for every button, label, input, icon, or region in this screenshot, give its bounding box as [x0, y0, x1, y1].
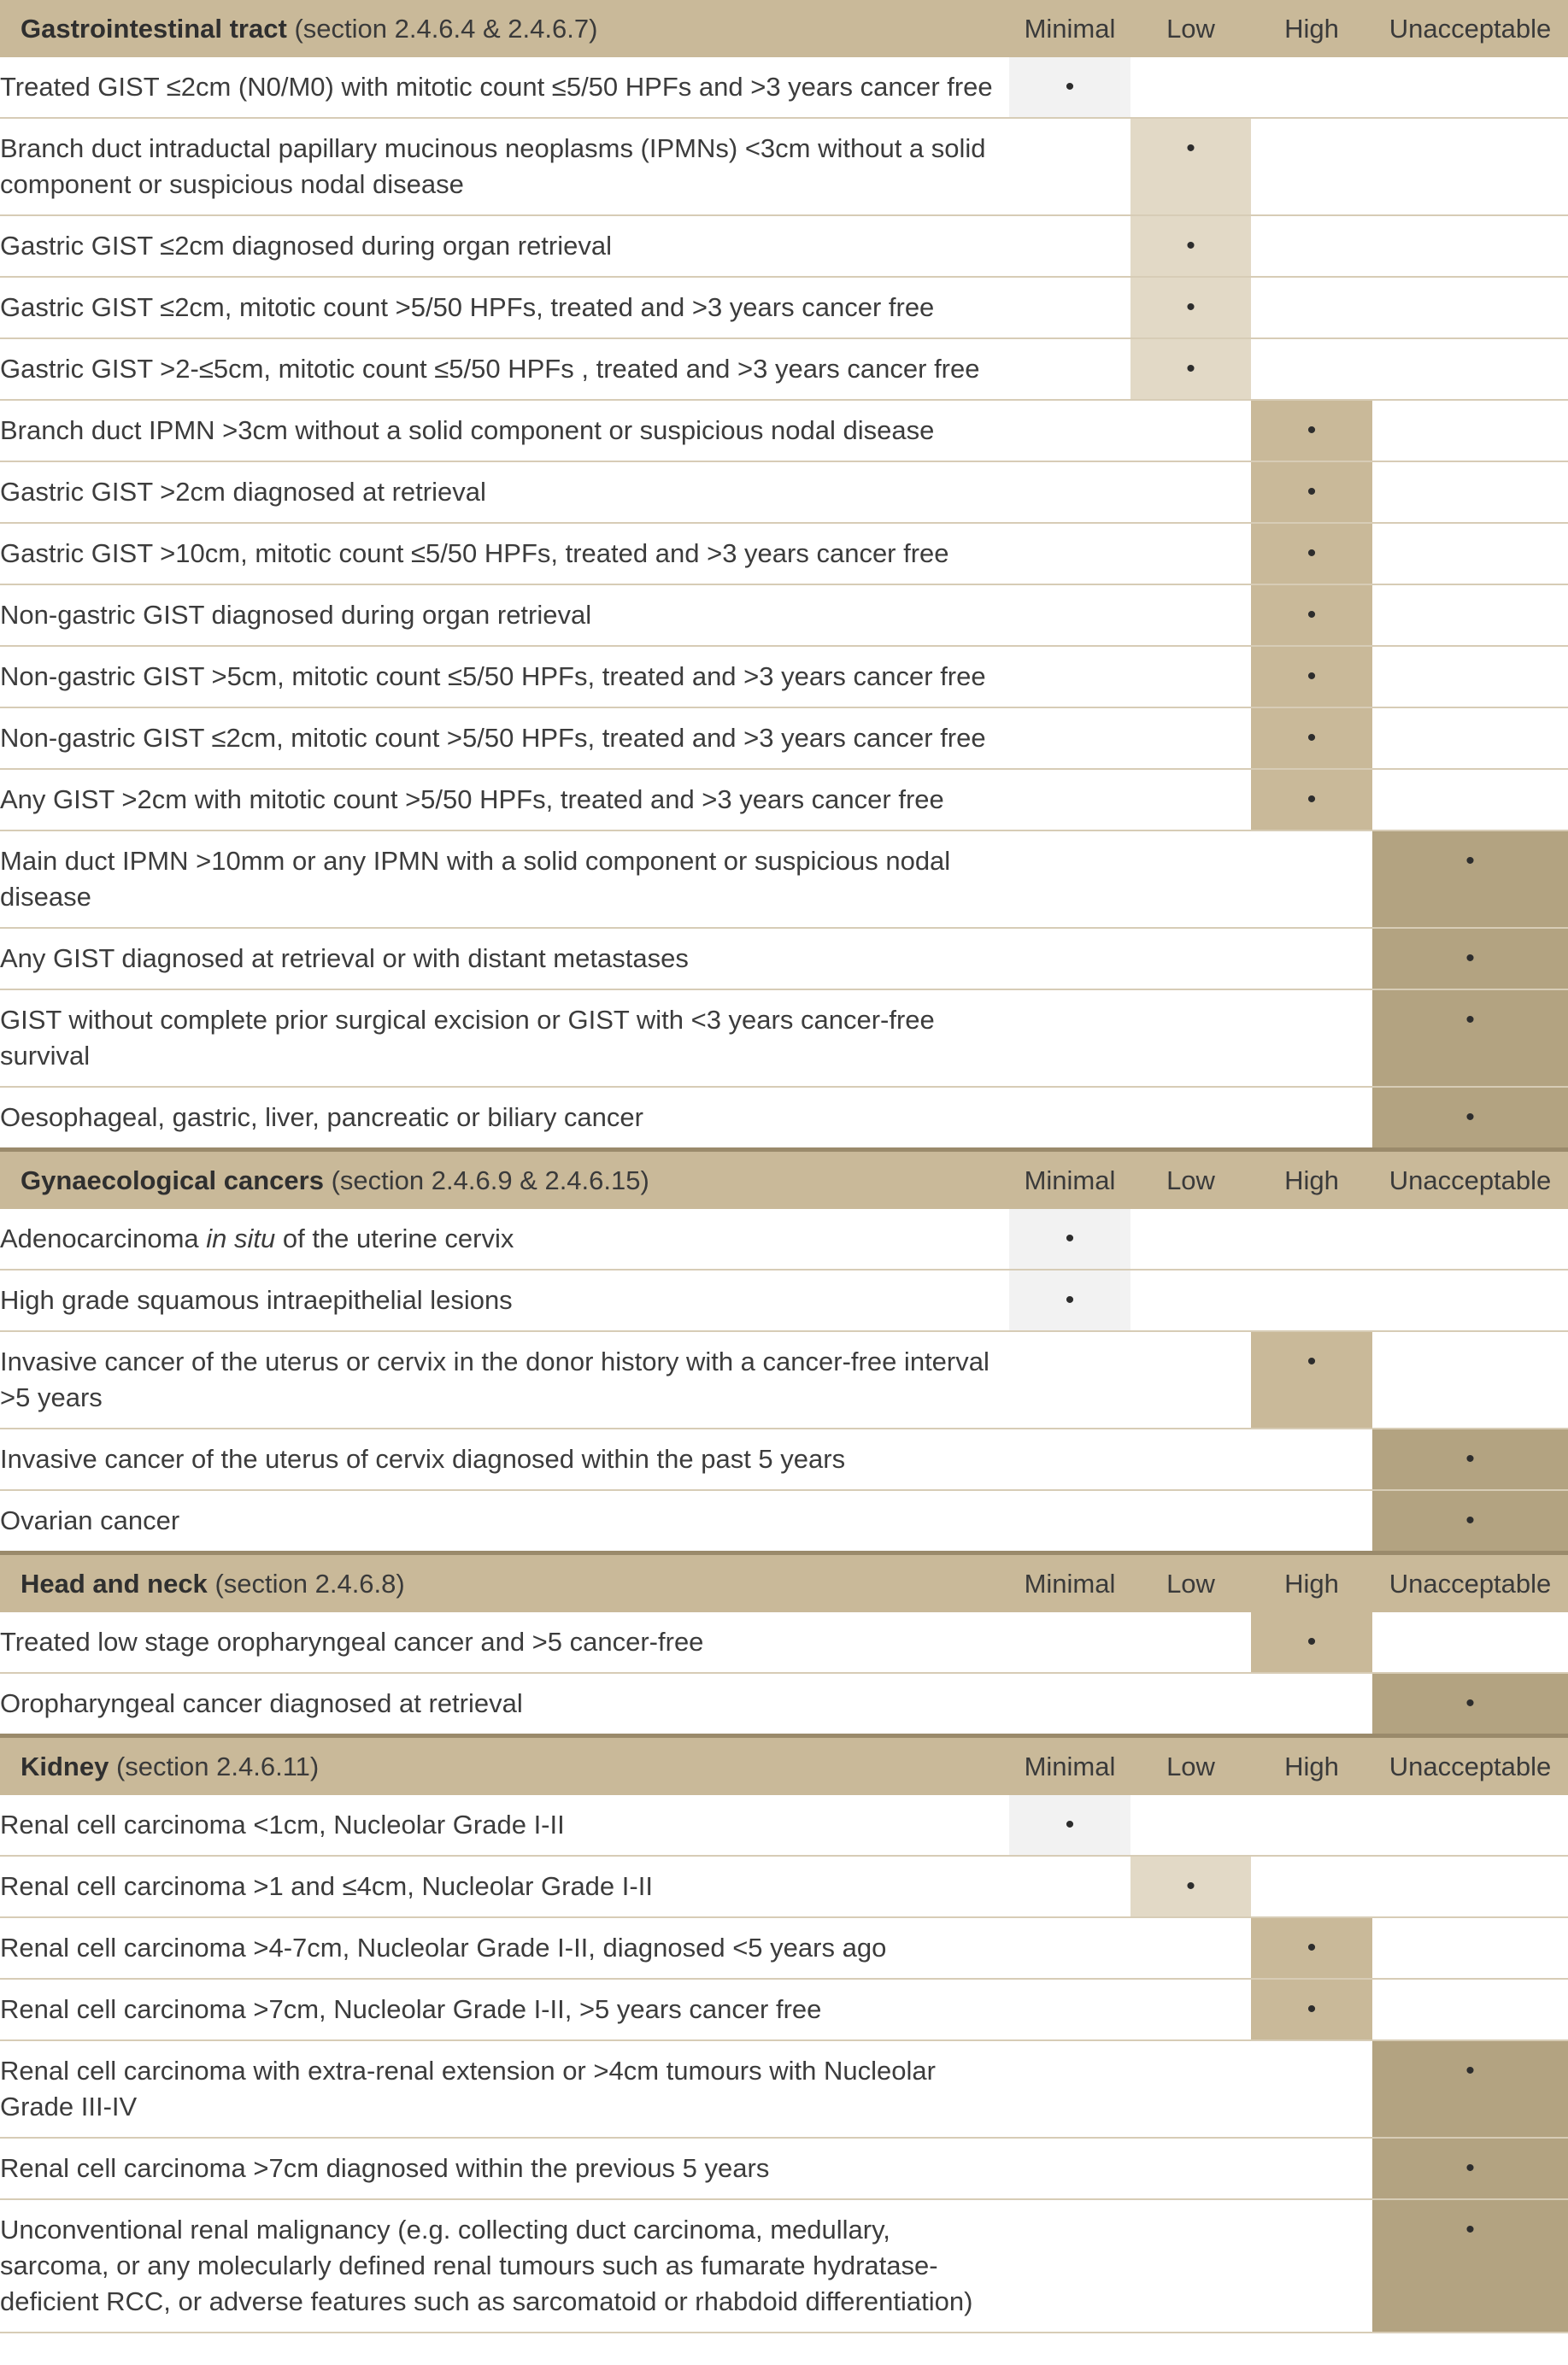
section-title-cell — [0, 0, 1009, 57]
section-title: Gastrointestinal tract — [21, 13, 287, 44]
risk-marker: • — [1465, 1445, 1475, 1473]
risk-marker: • — [1307, 1934, 1317, 1962]
empty-cell — [1372, 215, 1568, 277]
empty-cell — [1372, 277, 1568, 338]
section-reference: (section 2.4.6.4 & 2.4.6.7) — [294, 13, 598, 44]
empty-cell — [1130, 1490, 1251, 1553]
empty-cell — [1130, 1087, 1251, 1150]
risk-marker: • — [1465, 2057, 1475, 2085]
table-row — [0, 461, 1568, 523]
table-row — [0, 707, 1568, 769]
section-header-head-and-neck — [0, 1553, 1568, 1613]
description-text: Invasive cancer of the uterus of cervix diagnosed within the past 5 years — [0, 1444, 846, 1474]
empty-cell — [1009, 118, 1130, 215]
risk-cell-high — [1251, 400, 1372, 461]
description-text: Non-gastric GIST ≤2cm, mitotic count >5/50 HPFs, treated and >3 years cancer free — [0, 723, 986, 753]
table-row — [0, 928, 1568, 989]
description-text: Renal cell carcinoma with extra-renal extension or >4cm tumours with Nucleolar Grade III-IV — [0, 2056, 936, 2121]
empty-cell — [1372, 1856, 1568, 1917]
section-title: Gynaecological cancers — [21, 1165, 324, 1195]
description-text: Oesophageal, gastric, liver, pancreatic or biliary cancer — [0, 1102, 643, 1132]
row-description — [0, 1856, 1009, 1917]
empty-cell — [1009, 928, 1130, 989]
risk-marker: • — [1186, 355, 1195, 383]
level-header-minimal: Minimal — [1009, 1150, 1130, 1210]
row-description — [0, 584, 1009, 646]
level-header-minimal: Minimal — [1009, 1736, 1130, 1796]
table-row — [0, 1917, 1568, 1979]
table-row — [0, 277, 1568, 338]
risk-cell-unacceptable — [1372, 1087, 1568, 1150]
empty-cell — [1130, 2199, 1251, 2333]
empty-cell — [1009, 1917, 1130, 1979]
risk-marker: • — [1186, 1872, 1195, 1900]
description-text: Oropharyngeal cancer diagnosed at retrieval — [0, 1688, 523, 1718]
empty-cell — [1009, 1673, 1130, 1736]
empty-cell — [1009, 2199, 1130, 2333]
section-reference: (section 2.4.6.8) — [214, 1568, 405, 1599]
empty-cell — [1251, 1795, 1372, 1856]
risk-cell-high — [1251, 1979, 1372, 2040]
empty-cell — [1372, 1795, 1568, 1856]
risk-marker: • — [1307, 478, 1317, 506]
risk-cell-low — [1130, 215, 1251, 277]
section-header-kidney — [0, 1736, 1568, 1796]
empty-cell — [1009, 338, 1130, 400]
risk-cell-unacceptable — [1372, 989, 1568, 1087]
row-description — [0, 2199, 1009, 2333]
section-title-cell — [0, 1736, 1009, 1796]
description-text: Gastric GIST ≤2cm, mitotic count >5/50 HPFs, treated and >3 years cancer free — [0, 292, 935, 322]
empty-cell — [1130, 1209, 1251, 1270]
risk-cell-high — [1251, 461, 1372, 523]
section-title-cell — [0, 1150, 1009, 1210]
empty-cell — [1130, 1979, 1251, 2040]
row-description — [0, 1490, 1009, 1553]
empty-cell — [1251, 928, 1372, 989]
risk-marker: • — [1465, 944, 1475, 972]
risk-cell-high — [1251, 523, 1372, 584]
risk-marker: • — [1465, 2154, 1475, 2182]
row-description — [0, 57, 1009, 118]
risk-marker: • — [1307, 1995, 1317, 2023]
risk-cell-high — [1251, 707, 1372, 769]
description-text: Gastric GIST >2cm diagnosed at retrieval — [0, 477, 486, 507]
row-description — [0, 277, 1009, 338]
empty-cell — [1372, 400, 1568, 461]
empty-cell — [1130, 830, 1251, 928]
level-header-unacceptable: Unacceptable — [1372, 1553, 1568, 1613]
risk-cell-unacceptable — [1372, 830, 1568, 928]
empty-cell — [1009, 2040, 1130, 2138]
risk-marker: • — [1186, 293, 1195, 321]
risk-cell-unacceptable — [1372, 1673, 1568, 1736]
table-row — [0, 1270, 1568, 1331]
description-text: Renal cell carcinoma >7cm diagnosed within the previous 5 years — [0, 2153, 770, 2183]
risk-marker: • — [1465, 1506, 1475, 1535]
level-header-high: High — [1251, 0, 1372, 57]
row-description — [0, 1979, 1009, 2040]
empty-cell — [1251, 1429, 1372, 1490]
risk-cell-high — [1251, 1331, 1372, 1429]
empty-cell — [1251, 57, 1372, 118]
row-description — [0, 1795, 1009, 1856]
risk-cell-unacceptable — [1372, 2199, 1568, 2333]
empty-cell — [1130, 1795, 1251, 1856]
risk-marker: • — [1465, 2215, 1475, 2244]
table-row — [0, 2138, 1568, 2199]
empty-cell — [1130, 928, 1251, 989]
section-reference: (section 2.4.6.9 & 2.4.6.15) — [331, 1165, 649, 1195]
level-header-high: High — [1251, 1736, 1372, 1796]
empty-cell — [1130, 707, 1251, 769]
risk-marker: • — [1307, 416, 1317, 444]
empty-cell — [1130, 1612, 1251, 1673]
table-row — [0, 989, 1568, 1087]
empty-cell — [1251, 1087, 1372, 1150]
empty-cell — [1130, 57, 1251, 118]
risk-marker: • — [1186, 232, 1195, 260]
description-text: Renal cell carcinoma <1cm, Nucleolar Grade I-II — [0, 1810, 565, 1840]
empty-cell — [1009, 1612, 1130, 1673]
description-text: Any GIST >2cm with mitotic count >5/50 HPFs, treated and >3 years cancer free — [0, 784, 944, 814]
risk-marker: • — [1065, 73, 1075, 101]
empty-cell — [1251, 1490, 1372, 1553]
risk-marker: • — [1065, 1224, 1075, 1253]
row-description — [0, 400, 1009, 461]
row-description — [0, 1612, 1009, 1673]
empty-cell — [1130, 769, 1251, 830]
table-row — [0, 400, 1568, 461]
empty-cell — [1130, 1331, 1251, 1429]
risk-cell-low — [1130, 277, 1251, 338]
empty-cell — [1009, 461, 1130, 523]
description-text: Gastric GIST >2-≤5cm, mitotic count ≤5/50 HPFs , treated and >3 years cancer free — [0, 354, 980, 384]
empty-cell — [1251, 118, 1372, 215]
description-italic: in situ — [206, 1224, 276, 1253]
risk-marker: • — [1065, 1810, 1075, 1839]
empty-cell — [1251, 1856, 1372, 1917]
risk-cell-high — [1251, 646, 1372, 707]
risk-cell-high — [1251, 584, 1372, 646]
risk-cell-high — [1251, 1612, 1372, 1673]
table-row — [0, 646, 1568, 707]
empty-cell — [1372, 1270, 1568, 1331]
row-description — [0, 1331, 1009, 1429]
empty-cell — [1372, 1612, 1568, 1673]
row-description — [0, 1429, 1009, 1490]
empty-cell — [1009, 1331, 1130, 1429]
description-text: Ovarian cancer — [0, 1505, 180, 1535]
risk-cell-minimal — [1009, 57, 1130, 118]
description-text: Renal cell carcinoma >4-7cm, Nucleolar Grade I-II, diagnosed <5 years ago — [0, 1933, 887, 1963]
empty-cell — [1251, 2138, 1372, 2199]
empty-cell — [1372, 118, 1568, 215]
row-description — [0, 707, 1009, 769]
row-description — [0, 769, 1009, 830]
risk-cell-low — [1130, 1856, 1251, 1917]
table-row — [0, 57, 1568, 118]
description-text: of the uterine cervix — [275, 1224, 514, 1253]
row-description — [0, 338, 1009, 400]
table-row — [0, 1429, 1568, 1490]
section-header-gastrointestinal-tract — [0, 0, 1568, 57]
row-description — [0, 1270, 1009, 1331]
section-reference: (section 2.4.6.11) — [115, 1751, 320, 1781]
description-text: Branch duct IPMN >3cm without a solid component or suspicious nodal disease — [0, 415, 935, 445]
level-header-low: Low — [1130, 1736, 1251, 1796]
table-row — [0, 1856, 1568, 1917]
empty-cell — [1372, 584, 1568, 646]
empty-cell — [1009, 1429, 1130, 1490]
risk-cell-low — [1130, 118, 1251, 215]
level-header-high: High — [1251, 1553, 1372, 1613]
empty-cell — [1009, 769, 1130, 830]
empty-cell — [1009, 989, 1130, 1087]
table-row — [0, 769, 1568, 830]
level-header-minimal: Minimal — [1009, 0, 1130, 57]
risk-marker: • — [1307, 1347, 1317, 1376]
empty-cell — [1372, 1979, 1568, 2040]
empty-cell — [1009, 523, 1130, 584]
description-text: Non-gastric GIST diagnosed during organ retrieval — [0, 600, 592, 630]
empty-cell — [1009, 1856, 1130, 1917]
description-text: Gastric GIST ≤2cm diagnosed during organ retrieval — [0, 231, 612, 261]
empty-cell — [1372, 769, 1568, 830]
empty-cell — [1009, 707, 1130, 769]
empty-cell — [1009, 215, 1130, 277]
empty-cell — [1009, 830, 1130, 928]
risk-marker: • — [1465, 1103, 1475, 1131]
description-text: Main duct IPMN >10mm or any IPMN with a solid component or suspicious nodal disease — [0, 846, 951, 912]
table-row — [0, 2040, 1568, 2138]
empty-cell — [1372, 1917, 1568, 1979]
empty-cell — [1009, 646, 1130, 707]
empty-cell — [1130, 989, 1251, 1087]
empty-cell — [1251, 277, 1372, 338]
empty-cell — [1251, 338, 1372, 400]
table-row — [0, 523, 1568, 584]
empty-cell — [1130, 400, 1251, 461]
risk-marker: • — [1307, 539, 1317, 567]
empty-cell — [1009, 1979, 1130, 2040]
table-row — [0, 830, 1568, 928]
description-text: Any GIST diagnosed at retrieval or with distant metastases — [0, 943, 689, 973]
risk-marker: • — [1465, 1689, 1475, 1717]
level-header-high: High — [1251, 1150, 1372, 1210]
empty-cell — [1372, 57, 1568, 118]
empty-cell — [1130, 523, 1251, 584]
level-header-minimal: Minimal — [1009, 1553, 1130, 1613]
empty-cell — [1130, 2138, 1251, 2199]
empty-cell — [1130, 1917, 1251, 1979]
empty-cell — [1130, 584, 1251, 646]
empty-cell — [1251, 2040, 1372, 2138]
empty-cell — [1372, 338, 1568, 400]
empty-cell — [1009, 400, 1130, 461]
table-row — [0, 1490, 1568, 1553]
empty-cell — [1009, 1087, 1130, 1150]
risk-marker: • — [1307, 662, 1317, 690]
table-row — [0, 1612, 1568, 1673]
section-title: Head and neck — [21, 1568, 208, 1599]
level-header-low: Low — [1130, 0, 1251, 57]
empty-cell — [1372, 1331, 1568, 1429]
description-text: Branch duct intraductal papillary mucinous neoplasms (IPMNs) <3cm without a solid component or suspicious nodal disease — [0, 133, 986, 199]
empty-cell — [1251, 1270, 1372, 1331]
risk-marker: • — [1465, 847, 1475, 875]
section-header-gynaecological-cancers — [0, 1150, 1568, 1210]
risk-cell-minimal — [1009, 1270, 1130, 1331]
empty-cell — [1251, 1673, 1372, 1736]
section-title-cell — [0, 1553, 1009, 1613]
row-description — [0, 2040, 1009, 2138]
risk-marker: • — [1307, 785, 1317, 813]
risk-marker: • — [1065, 1286, 1075, 1314]
risk-cell-low — [1130, 338, 1251, 400]
level-header-unacceptable: Unacceptable — [1372, 0, 1568, 57]
row-description — [0, 646, 1009, 707]
table-row — [0, 215, 1568, 277]
empty-cell — [1251, 830, 1372, 928]
description-text: Treated GIST ≤2cm (N0/M0) with mitotic count ≤5/50 HPFs and >3 years cancer free — [0, 72, 993, 102]
risk-cell-unacceptable — [1372, 928, 1568, 989]
row-description — [0, 215, 1009, 277]
risk-marker: • — [1307, 724, 1317, 752]
empty-cell — [1130, 1270, 1251, 1331]
row-description — [0, 523, 1009, 584]
table-row — [0, 1331, 1568, 1429]
description-text: Adenocarcinoma — [0, 1224, 207, 1253]
table-row — [0, 1795, 1568, 1856]
table-row — [0, 338, 1568, 400]
empty-cell — [1009, 277, 1130, 338]
empty-cell — [1009, 2138, 1130, 2199]
row-description — [0, 1917, 1009, 1979]
risk-marker: • — [1307, 1628, 1317, 1656]
table-row — [0, 2199, 1568, 2333]
level-header-low: Low — [1130, 1553, 1251, 1613]
section-title: Kidney — [21, 1751, 109, 1781]
risk-cell-high — [1251, 1917, 1372, 1979]
row-description — [0, 2138, 1009, 2199]
risk-cell-minimal — [1009, 1795, 1130, 1856]
risk-marker: • — [1307, 601, 1317, 629]
table-row — [0, 1209, 1568, 1270]
row-description — [0, 461, 1009, 523]
description-text: Gastric GIST >10cm, mitotic count ≤5/50 HPFs, treated and >3 years cancer free — [0, 538, 949, 568]
description-text: Renal cell carcinoma >7cm, Nucleolar Grade I-II, >5 years cancer free — [0, 1994, 822, 2024]
row-description — [0, 1209, 1009, 1270]
empty-cell — [1372, 707, 1568, 769]
description-text: GIST without complete prior surgical excision or GIST with <3 years cancer-free survival — [0, 1005, 935, 1071]
row-description — [0, 830, 1009, 928]
table-row — [0, 1087, 1568, 1150]
empty-cell — [1130, 1673, 1251, 1736]
empty-cell — [1372, 646, 1568, 707]
risk-cell-unacceptable — [1372, 1429, 1568, 1490]
row-description — [0, 928, 1009, 989]
table-row — [0, 1673, 1568, 1736]
table-row — [0, 1979, 1568, 2040]
empty-cell — [1130, 461, 1251, 523]
row-description — [0, 1673, 1009, 1736]
description-text: Treated low stage oropharyngeal cancer and >5 cancer-free — [0, 1627, 704, 1657]
empty-cell — [1251, 1209, 1372, 1270]
description-text: Unconventional renal malignancy (e.g. collecting duct carcinoma, medullary, sarcoma, or any molecularly defined renal tumours such as fumarate hydratase-deficient RCC, or adverse features such as sarcomatoid or rhabdoid differentiation) — [0, 2215, 973, 2316]
empty-cell — [1372, 461, 1568, 523]
table-row — [0, 118, 1568, 215]
empty-cell — [1251, 215, 1372, 277]
risk-cell-unacceptable — [1372, 2138, 1568, 2199]
risk-cell-minimal — [1009, 1209, 1130, 1270]
empty-cell — [1130, 2040, 1251, 2138]
empty-cell — [1009, 584, 1130, 646]
table-row — [0, 584, 1568, 646]
empty-cell — [1372, 1209, 1568, 1270]
empty-cell — [1009, 1490, 1130, 1553]
empty-cell — [1251, 2199, 1372, 2333]
empty-cell — [1251, 989, 1372, 1087]
row-description — [0, 118, 1009, 215]
risk-cell-unacceptable — [1372, 1490, 1568, 1553]
description-text: High grade squamous intraepithelial lesions — [0, 1285, 513, 1315]
level-header-unacceptable: Unacceptable — [1372, 1150, 1568, 1210]
empty-cell — [1372, 523, 1568, 584]
empty-cell — [1130, 646, 1251, 707]
empty-cell — [1130, 1429, 1251, 1490]
description-text: Invasive cancer of the uterus or cervix in the donor history with a cancer-free interval >5 years — [0, 1347, 990, 1412]
row-description — [0, 989, 1009, 1087]
risk-marker: • — [1186, 134, 1195, 162]
risk-cell-unacceptable — [1372, 2040, 1568, 2138]
description-text: Renal cell carcinoma >1 and ≤4cm, Nucleolar Grade I-II — [0, 1871, 653, 1901]
level-header-unacceptable: Unacceptable — [1372, 1736, 1568, 1796]
risk-cell-high — [1251, 769, 1372, 830]
row-description — [0, 1087, 1009, 1150]
level-header-low: Low — [1130, 1150, 1251, 1210]
description-text: Non-gastric GIST >5cm, mitotic count ≤5/50 HPFs, treated and >3 years cancer free — [0, 661, 986, 691]
risk-marker: • — [1465, 1006, 1475, 1034]
